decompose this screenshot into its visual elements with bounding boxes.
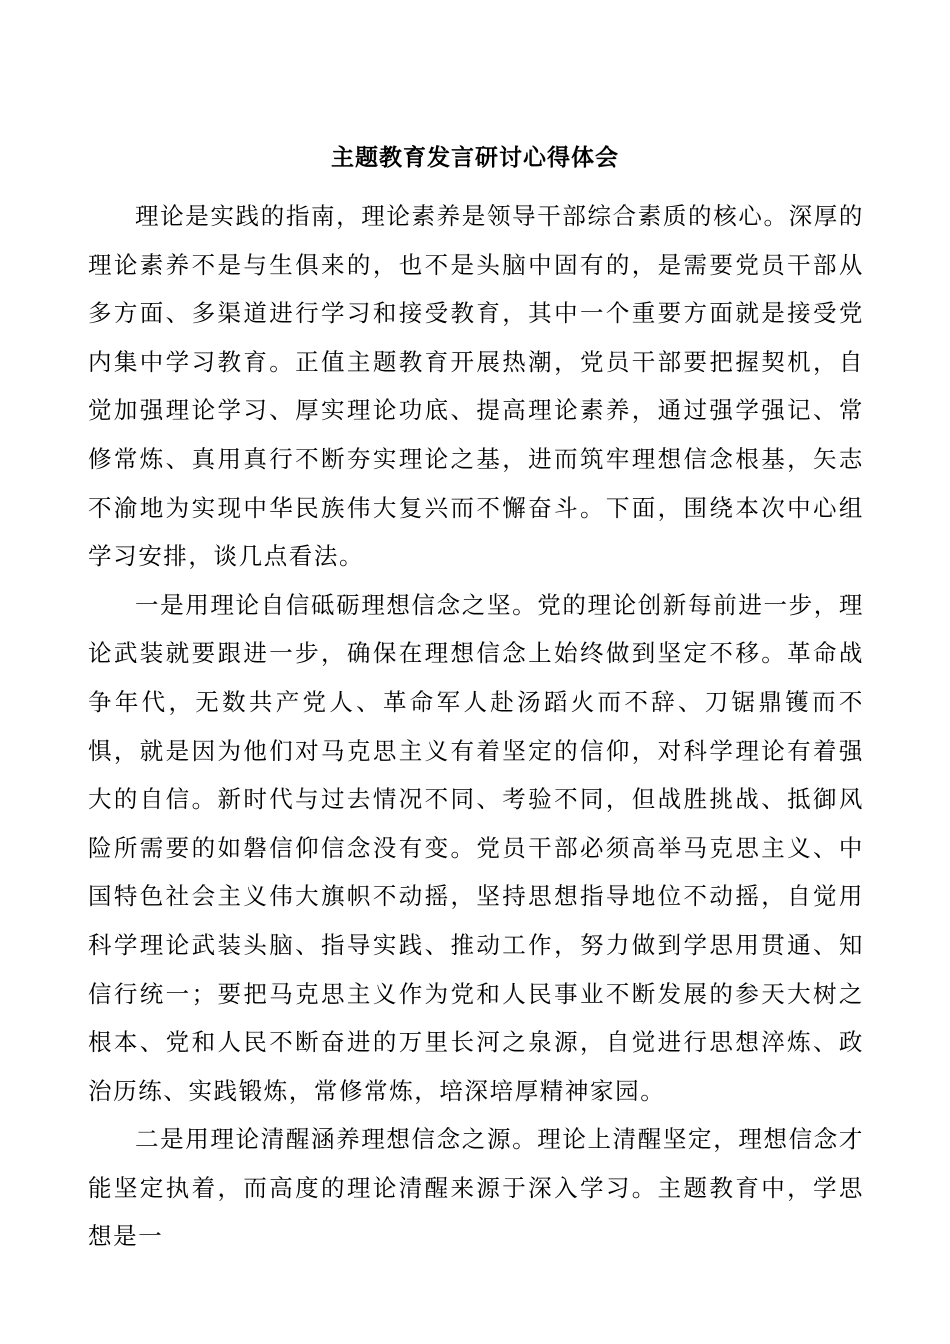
paragraph-intro: 理论是实践的指南，理论素养是领导干部综合素质的核心。深厚的理论素养不是与生俱来的，也不是头脑中固有的，是需要党员干部从多方面、多渠道进行学习和接受教育，其中一个重要方面就是接受党内集中学习教育。正值主题教育开展热潮，党员干部要把握契机，自觉加强理论学习、厚实理论功底、提高理论素养，通过强学强记、常修常炼、真用真行不断夯实理论之基，进而筑牢理想信念根基，矢志不渝地为实现中华民族伟大复兴而不懈奋斗。下面，围绕本次中心组学习安排，谈几点看法。 (88, 202, 864, 571)
paragraph-point-one: 一是用理论自信砥砺理想信念之坚。党的理论创新每前进一步，理论武装就要跟进一步，确保在理想信念上始终做到坚定不移。革命战争年代，无数共产党人、革命军人赴汤蹈火而不辞、刀锯鼎镬而不惧，就是因为他们对马克思主义有着坚定的信仰，对科学理论有着强大的自信。新时代与过去情况不同、考验不同，但战胜挑战、抵御风险所需要的如磐信仰信念没有变。党员干部必须高举马克思主义、中国特色社会主义伟大旗帜不动摇，坚持思想指导地位不动摇，自觉用科学理论武装头脑、指导实践、推动工作，努力做到学思用贯通、知信行统一；要把马克思主义作为党和人民事业不断发展的参天大树之根本、党和人民不断奋进的万里长河之泉源，自觉进行思想淬炼、政治历练、实践锻炼，常修常炼，培深培厚精神家园。 (88, 590, 864, 1105)
document-body (88, 192, 864, 1261)
document-title: 主题教育发言研讨心得体会 (331, 144, 619, 171)
paragraph-point-two: 二是用理论清醒涵养理想信念之源。理论上清醒坚定，理想信念才能坚定执着，而高度的理论清醒来源于深入学习。主题教育中，学思想是一 (88, 1125, 864, 1251)
